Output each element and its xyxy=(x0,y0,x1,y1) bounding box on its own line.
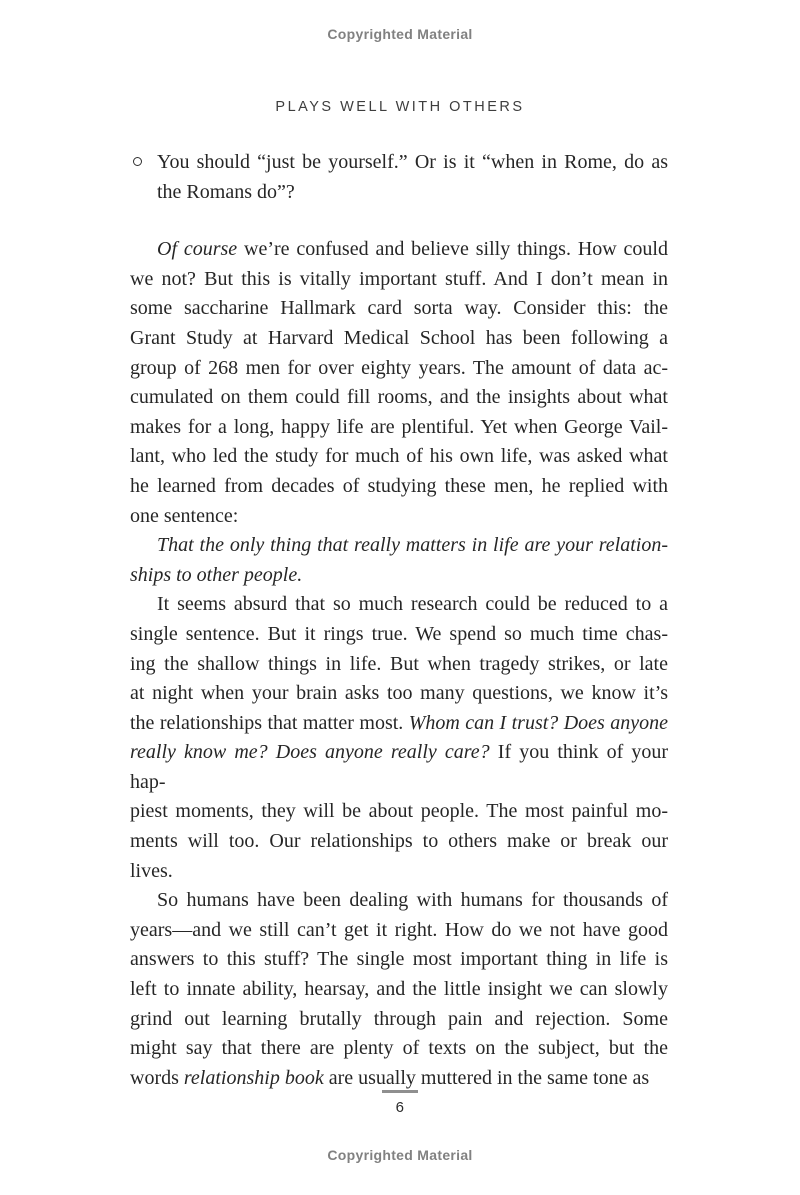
italic-text: That the only thing that really matters in life are your relation- xyxy=(157,534,668,557)
text-line xyxy=(130,620,668,650)
text-run: So humans have been dealing with humans for thousands of xyxy=(157,889,668,912)
italic-text: really know me? Does anyone really care? xyxy=(130,741,498,764)
text-line xyxy=(130,354,668,384)
text-line xyxy=(130,1005,668,1035)
italic-text: relationship book xyxy=(183,1066,324,1089)
text-line xyxy=(130,1064,668,1094)
text-run: cumulated on them could fill rooms, and the insights about what xyxy=(130,386,668,409)
text-run: makes for a long, happy life are plentiful. Yet when George Vail- xyxy=(130,415,668,438)
text-line xyxy=(130,502,668,532)
text-run: lives. xyxy=(130,859,173,882)
text-run: we’re confused and believe silly things. How could xyxy=(244,238,668,261)
text-run: ing the shallow things in life. But when tragedy strikes, or late xyxy=(130,652,668,675)
italic-text: ships to other people. xyxy=(130,563,303,586)
text-line xyxy=(130,916,668,946)
paragraph xyxy=(130,235,668,531)
text-run: are usually muttered in the same tone as xyxy=(323,1066,650,1089)
paragraph xyxy=(130,886,668,1093)
text-run: at night when your brain asks too many questions, we know it’s xyxy=(130,682,668,705)
text-line xyxy=(130,738,668,797)
copyright-notice-bottom: Copyrighted Material xyxy=(327,1147,473,1163)
text-run: might say that there are plenty of texts on the subject, but the xyxy=(130,1037,668,1060)
text-line xyxy=(130,857,668,887)
body-text xyxy=(130,148,668,1093)
text-run: he learned from decades of studying these men, he replied with xyxy=(130,474,668,497)
text-run: piest moments, they will be about people. The most painful mo- xyxy=(130,800,668,823)
text-line xyxy=(130,797,668,827)
text-line xyxy=(130,472,668,502)
text-line xyxy=(130,324,668,354)
text-line xyxy=(130,413,668,443)
text-line xyxy=(130,235,668,265)
text-line xyxy=(157,178,668,208)
page-number: 6 xyxy=(395,1099,405,1116)
text-line xyxy=(157,148,668,178)
running-header: PLAYS WELL WITH OTHERS xyxy=(275,99,525,115)
text-line xyxy=(130,561,668,591)
text-line xyxy=(130,650,668,680)
paragraph xyxy=(130,590,668,886)
text-run: the relationships that matter most. xyxy=(130,711,409,734)
text-run: words xyxy=(130,1066,184,1089)
folio-divider xyxy=(382,1090,418,1093)
italic-text: Whom can I trust? Does anyone xyxy=(408,711,668,734)
italic-text: Of course xyxy=(157,238,245,261)
text-run: years—and we still can’t get it right. How do we not have good xyxy=(130,918,668,941)
text-run: we not? But this is vitally important stuff. And I don’t mean in xyxy=(130,267,668,290)
text-line xyxy=(130,531,668,561)
text-run: grind out learning brutally through pain and rejection. Some xyxy=(130,1007,668,1030)
text-run: You should “just be yourself.” Or is it “when in Rome, do as xyxy=(157,151,668,173)
text-run: one sentence: xyxy=(130,504,239,527)
text-line xyxy=(130,827,668,857)
text-run: some saccharine Hallmark card sorta way. Consider this: the xyxy=(130,297,668,320)
copyright-notice-top: Copyrighted Material xyxy=(327,26,473,42)
text-line xyxy=(130,294,668,324)
text-line xyxy=(130,945,668,975)
bullet-icon xyxy=(133,157,142,166)
text-line xyxy=(130,886,668,916)
text-run: It seems absurd that so much research could be reduced to a xyxy=(157,593,668,616)
text-run: left to innate ability, hearsay, and the little insight we can slowly xyxy=(130,978,668,1001)
text-line xyxy=(130,590,668,620)
text-line xyxy=(130,975,668,1005)
paragraph xyxy=(130,531,668,590)
text-run: answers to this stuff? The single most important thing in life is xyxy=(130,948,668,971)
text-run: group of 268 men for over eighty years. The amount of data ac- xyxy=(130,356,668,379)
text-line xyxy=(130,709,668,739)
text-line xyxy=(130,679,668,709)
text-run: Grant Study at Harvard Medical School has been following a xyxy=(130,326,668,349)
bullet-item xyxy=(130,148,668,207)
text-run: single sentence. But it rings true. We spend so much time chas- xyxy=(130,622,668,645)
text-line xyxy=(130,265,668,295)
text-run: the Romans do”? xyxy=(157,180,295,203)
text-run: ments will too. Our relationships to others make or break our xyxy=(130,830,668,853)
text-run: lant, who led the study for much of his own life, was asked what xyxy=(130,445,668,468)
text-line xyxy=(130,1034,668,1064)
text-run: If you think of your hap- xyxy=(130,741,668,793)
text-line xyxy=(130,383,668,413)
text-line xyxy=(130,442,668,472)
